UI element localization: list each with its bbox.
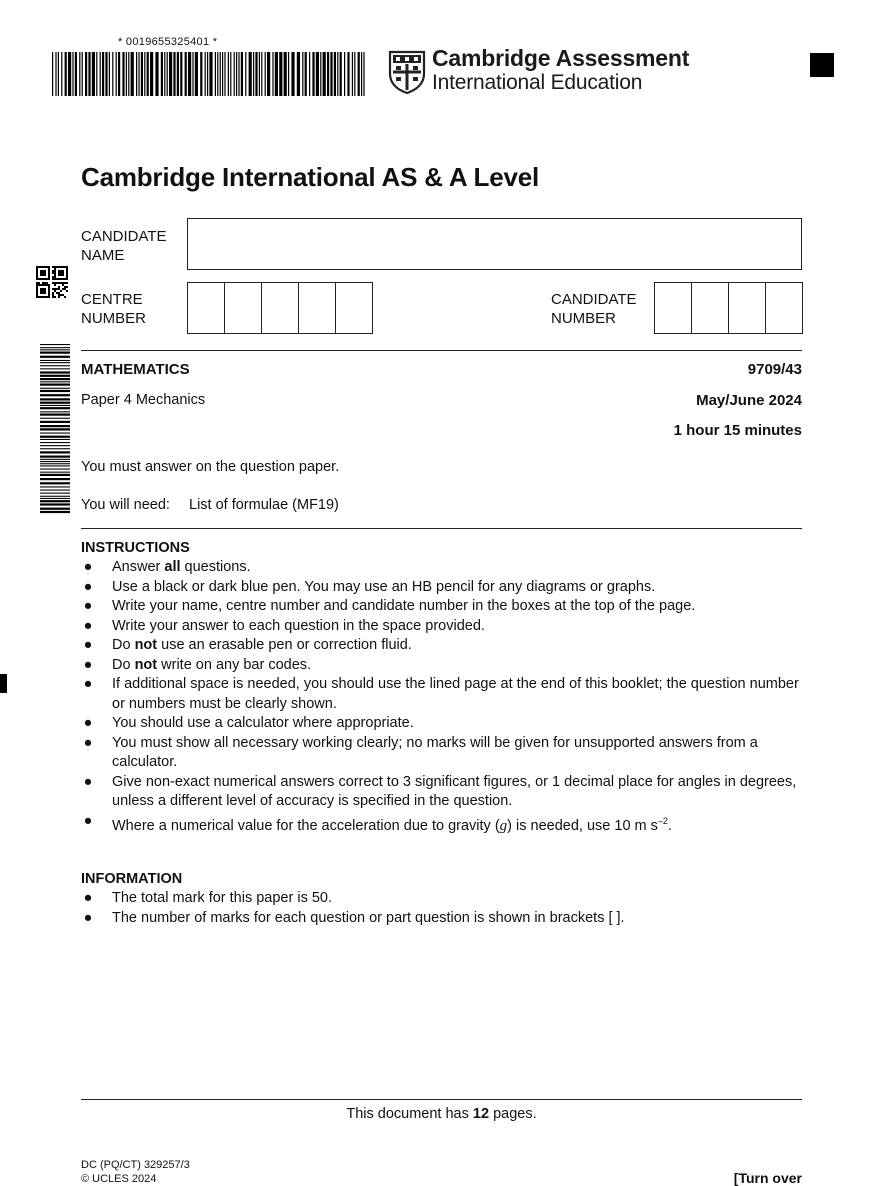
logo-line-1: Cambridge Assessment <box>432 45 690 71</box>
instructions-list <box>81 558 806 836</box>
list-item: ● If additional space is needed, you should use the lined page at the end of this booklet; the question number or numbers must be clearly shown. <box>83 676 799 712</box>
subject: MATHEMATICS <box>81 361 190 378</box>
centre-number-digit-box[interactable] <box>188 283 225 333</box>
document-reference: DC (PQ/CT) 329257/3 © UCLES 2024 <box>81 1159 190 1185</box>
side-registration-mark <box>0 674 7 693</box>
barcode <box>52 52 366 96</box>
list-item: ● The total mark for this paper is 50. <box>83 890 333 906</box>
candidate-number-digit-box[interactable] <box>655 283 692 333</box>
page-count: This document has 12 pages. <box>346 1106 537 1122</box>
candidate-number-digit-box[interactable] <box>729 283 766 333</box>
information-list <box>81 889 806 928</box>
qr-code-icon <box>36 266 68 298</box>
exam-session: May/June 2024 <box>696 392 802 409</box>
list-item: ● You should use a calculator where appropriate. <box>83 715 414 731</box>
list-item: ● Give non-exact numerical answers correct to 3 significant figures, or 1 decimal place for angles in degrees, unless a different level of accuracy is specified in the question. <box>83 773 797 809</box>
divider <box>81 350 802 351</box>
centre-number-field[interactable] <box>187 282 373 334</box>
cambridge-shield-icon <box>388 50 426 94</box>
cambridge-logo <box>432 46 689 95</box>
turn-over: [Turn over <box>733 1170 802 1186</box>
page-title: Cambridge International AS & A Level <box>81 162 539 192</box>
centre-number-label: CENTRE NUMBER <box>81 291 147 327</box>
divider <box>81 1099 802 1100</box>
candidate-number-label: CANDIDATE NUMBER <box>551 291 637 327</box>
candidate-number-digit-box[interactable] <box>766 283 802 333</box>
instructions-heading: INSTRUCTIONS <box>81 540 190 556</box>
list-item: ● Where a numerical value for the acceleration due to gravity (g) is needed, use 10 m $s^{-2}$. <box>83 812 672 834</box>
registration-mark <box>810 53 834 77</box>
list-item: ● Write your name, centre number and candidate number in the boxes at the top of the page. <box>83 598 696 614</box>
candidate-name-label: CANDIDATE NAME <box>81 228 167 264</box>
you-will-need-value: List of formulae (MF19) <box>189 497 339 513</box>
list-item: ● Write your answer to each question in the space provided. <box>83 617 485 634</box>
you-will-need-label: You will need: <box>81 497 170 513</box>
list-item: ● Answer all questions. <box>83 559 251 575</box>
answer-instruction: You must answer on the question paper. <box>81 459 340 475</box>
list-item: ● Do not write on any bar codes. <box>83 656 312 673</box>
candidate-number-digit-box[interactable] <box>692 283 729 333</box>
barcode-number: * 0019655325401 * <box>118 36 218 48</box>
divider <box>81 528 802 529</box>
list-item: ● You must show all necessary working clearly; no marks will be given for unsupported answers from a calculator. <box>83 734 758 770</box>
exam-duration: 1 hour 15 minutes <box>673 422 802 439</box>
centre-number-digit-box[interactable] <box>299 283 336 333</box>
paper-code: 9709/43 <box>747 361 802 378</box>
centre-number-digit-box[interactable] <box>225 283 262 333</box>
centre-number-digit-box[interactable] <box>262 283 299 333</box>
logo-line-2: International Education <box>432 71 643 94</box>
list-item: ● Do not use an erasable pen or correction fluid. <box>83 637 412 653</box>
candidate-name-field[interactable] <box>187 218 802 270</box>
side-barcode <box>28 344 72 514</box>
centre-number-digit-box[interactable] <box>336 283 372 333</box>
paper-name: Paper 4 Mechanics <box>81 392 206 408</box>
candidate-number-field[interactable] <box>654 282 803 334</box>
information-heading: INFORMATION <box>81 871 183 887</box>
list-item: ● Use a black or dark blue pen. You may use an HB pencil for any diagrams or graphs. <box>83 578 656 595</box>
list-item: ● The number of marks for each question or part question is shown in brackets [ ]. <box>83 909 625 926</box>
